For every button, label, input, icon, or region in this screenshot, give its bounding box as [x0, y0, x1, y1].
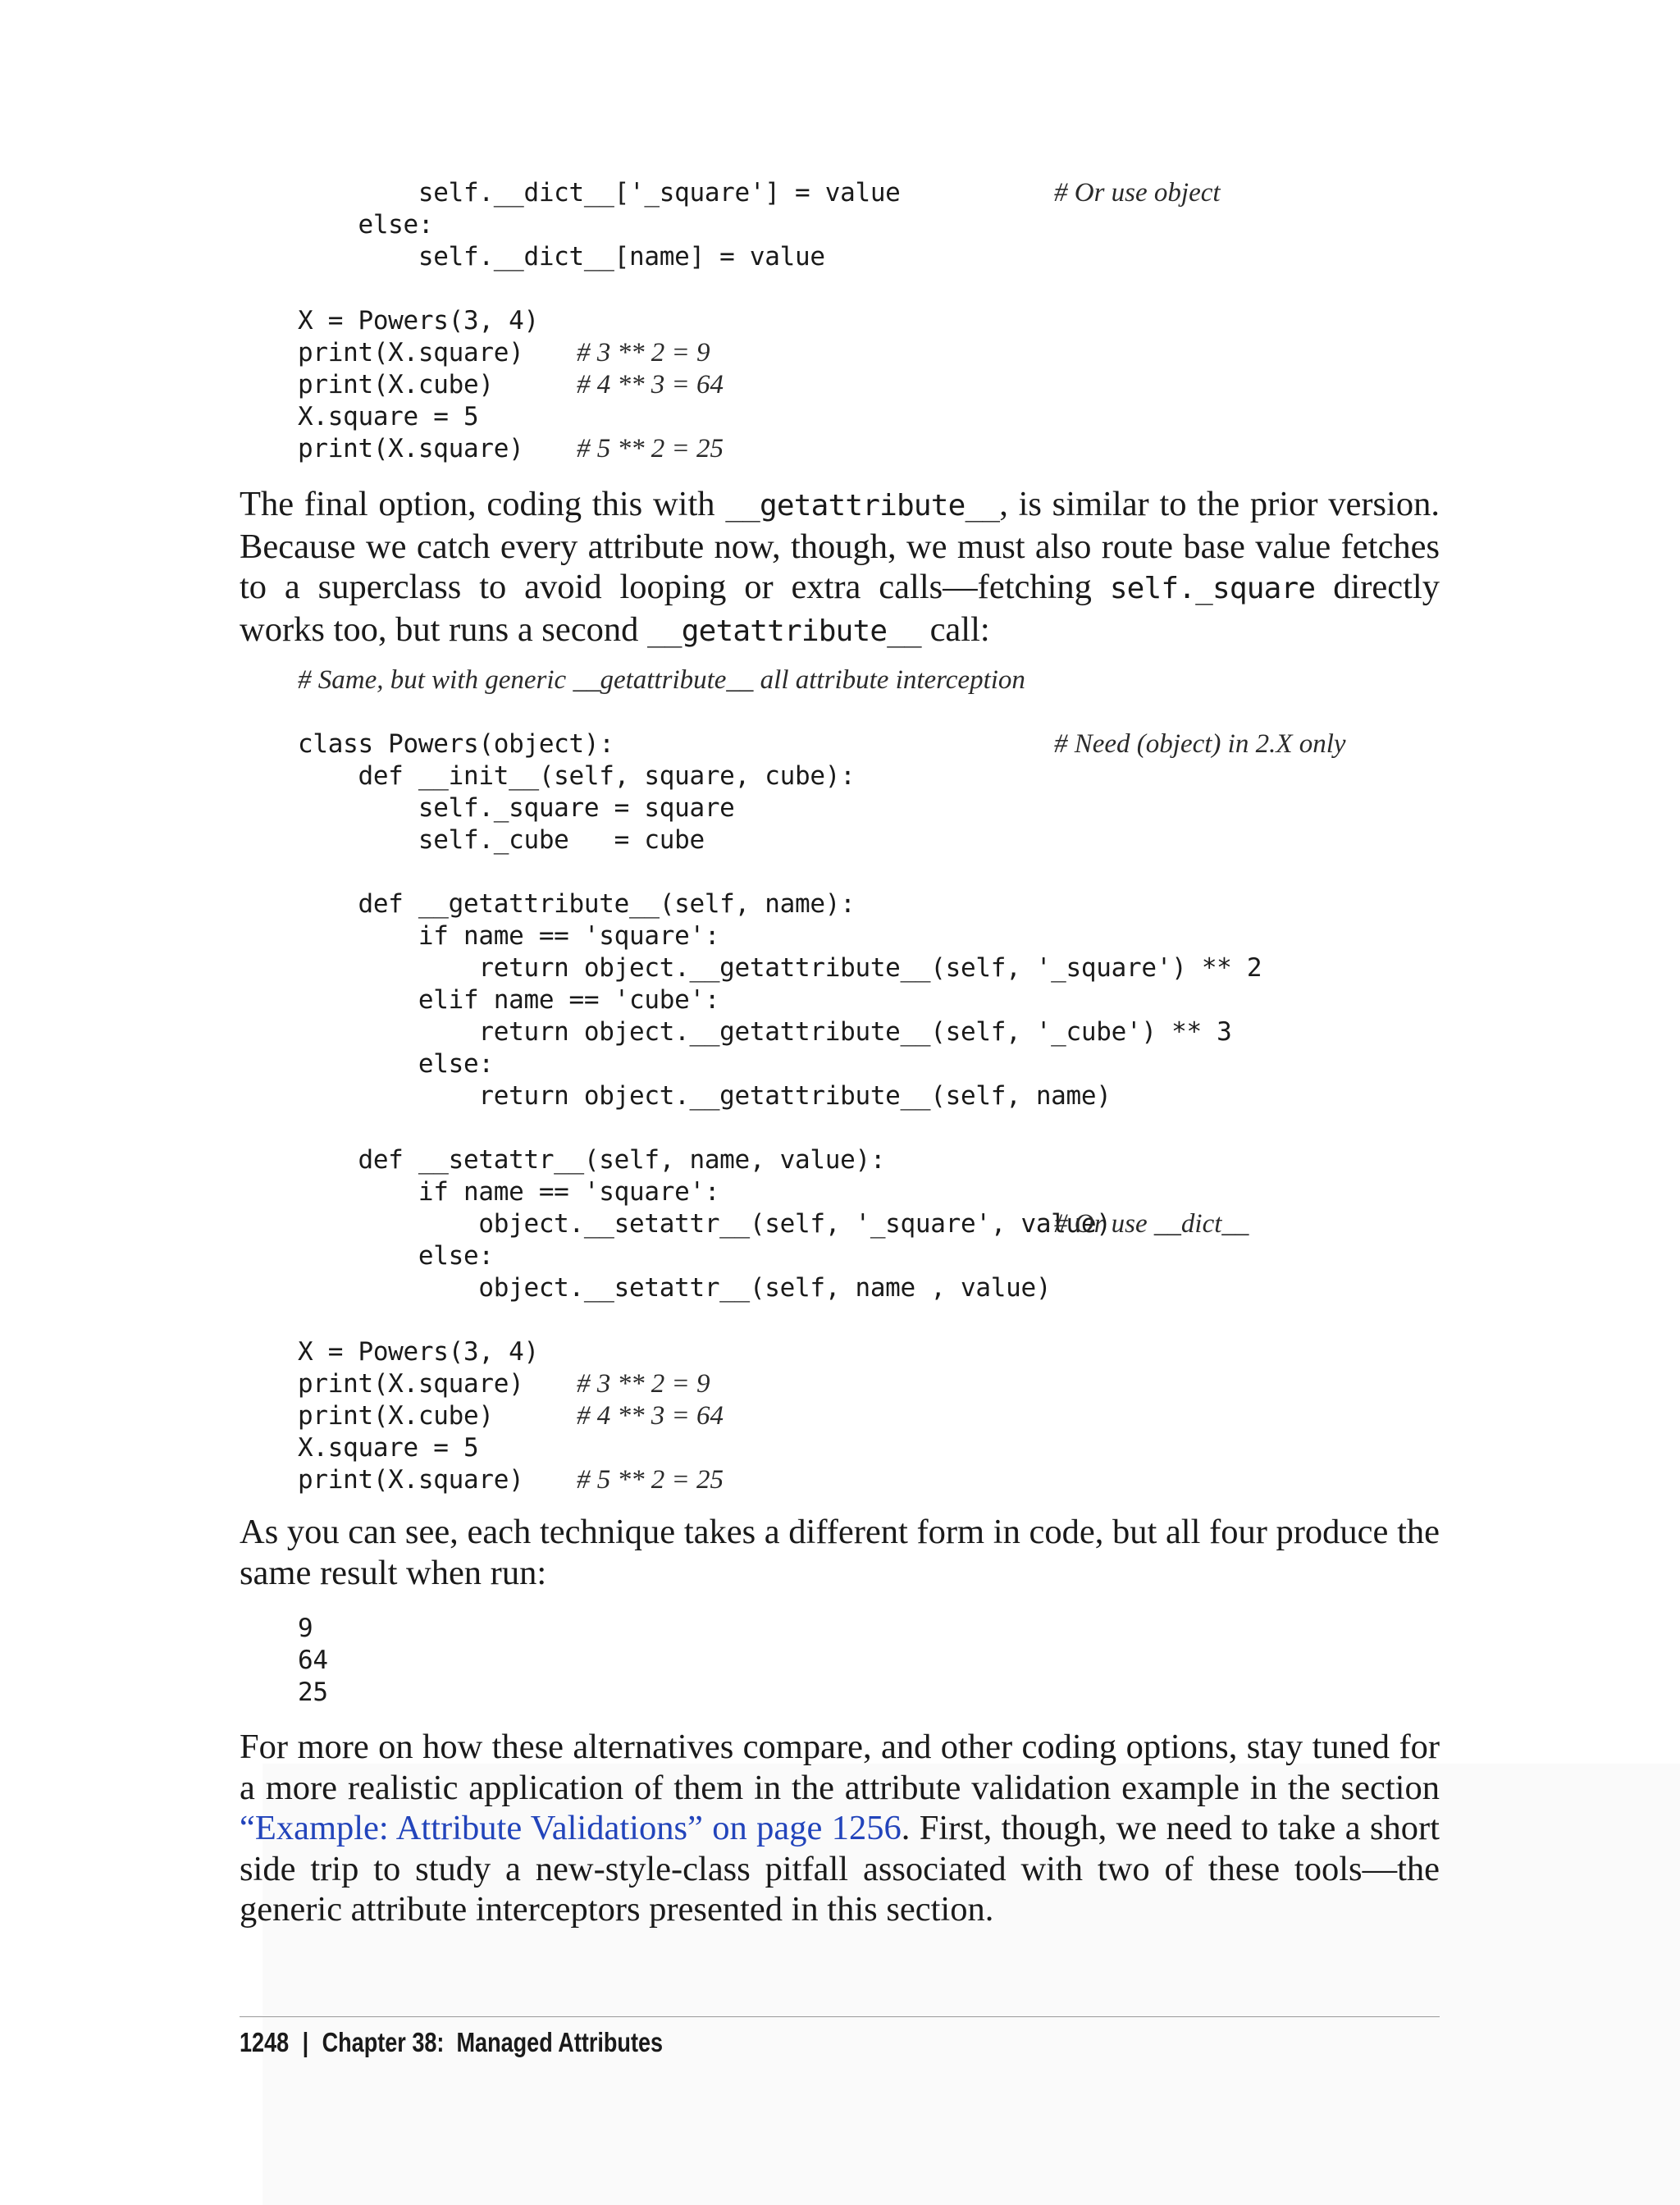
code-line: print(X.square): [298, 1369, 524, 1399]
code-line: print(X.square): [298, 1465, 524, 1495]
output-line: 25: [298, 1678, 328, 1707]
code-line: def __setattr__(self, name, value):: [298, 1145, 886, 1175]
code-line: self._square = square: [298, 793, 735, 823]
code-line: else:: [298, 210, 434, 240]
chapter-title: Chapter 38: Managed Attributes: [322, 2027, 664, 2057]
code-comment: # 3 ** 2 = 9: [577, 1369, 710, 1399]
footer-rule: [240, 2016, 1440, 2017]
code-line: if name == 'square':: [298, 921, 720, 951]
code-line: self.__dict__['_square'] = value: [298, 178, 901, 208]
code-line: return object.__getattribute__(self, '_square') ** 2: [298, 953, 1262, 983]
code-line: return object.__getattribute__(self, '_cube') ** 3: [298, 1017, 1232, 1047]
code-line: X.square = 5: [298, 1433, 479, 1463]
code-line: object.__setattr__(self, name , value): [298, 1273, 1052, 1303]
code-line: self.__dict__[name] = value: [298, 242, 825, 272]
code-line: print(X.square): [298, 338, 524, 368]
page-footer: [240, 2026, 663, 2059]
cross-reference-link[interactable]: “Example: Attribute Validations” on page 1256: [240, 1809, 902, 1847]
code-comment: # Need (object) in 2.X only: [1054, 729, 1346, 759]
code-line: print(X.cube): [298, 1401, 494, 1431]
code-line: def __init__(self, square, cube):: [298, 761, 856, 791]
paragraph-getattribute-intro: The final option, coding this with __getattribute__, is similar to the prior version. Because we catch every attribute now, though, we must also route base value fetches to a superclass to avoid looping or extra calls—fetching self._square directly works too, but runs a second __getattribute__ call:: [240, 485, 1440, 649]
code-line: if name == 'square':: [298, 1177, 720, 1207]
code-comment: # 5 ** 2 = 25: [577, 434, 724, 463]
code-line: self._cube = cube: [298, 825, 705, 855]
output-line: 64: [298, 1646, 328, 1675]
paragraph-more-on-alternatives: For more on how these alternatives compare, and other coding options, stay tuned for a more realistic application of them in the attribute validation example in the section “Example: Attribute Validations” on page 1256. First, though, we need to take a short side trip to study a new-style-class pitfall associated with two of these tools—the generic attribute interceptors presented in this section.: [240, 1728, 1440, 1929]
page-number: 1248: [240, 2027, 290, 2057]
inline-code: __getattribute__: [725, 489, 1000, 523]
code-line: class Powers(object):: [298, 729, 614, 759]
inline-code: __getattribute__: [646, 614, 921, 648]
code-line: elif name == 'cube':: [298, 985, 720, 1015]
code-line: object.__setattr__(self, '_square', value): [298, 1209, 1112, 1239]
code-line: X.square = 5: [298, 402, 479, 431]
code-comment: # 4 ** 3 = 64: [577, 1401, 724, 1431]
code-line: X = Powers(3, 4): [298, 1337, 539, 1367]
code-line: def __getattribute__(self, name):: [298, 889, 856, 919]
code-line: print(X.square): [298, 434, 524, 463]
code-line: else:: [298, 1241, 494, 1271]
inline-code: self._square: [1109, 572, 1316, 605]
code-line: print(X.cube): [298, 370, 494, 399]
code-comment: # Or use __dict__: [1054, 1209, 1249, 1239]
code-comment: # 4 ** 3 = 64: [577, 370, 724, 399]
code-line: return object.__getattribute__(self, name): [298, 1081, 1112, 1111]
paragraph-same-result: As you can see, each technique takes a different form in code, but all four produce the same result when run:: [240, 1513, 1440, 1592]
output-line: 9: [298, 1614, 313, 1643]
code-line: X = Powers(3, 4): [298, 306, 539, 336]
code-comment: # Same, but with generic __getattribute__ all attribute interception: [298, 665, 1025, 695]
code-comment: # 5 ** 2 = 25: [577, 1465, 724, 1495]
code-comment: # Or use object: [1054, 178, 1221, 208]
code-comment: # 3 ** 2 = 9: [577, 338, 710, 368]
footer-separator: |: [302, 2027, 309, 2057]
code-line: else:: [298, 1049, 494, 1079]
